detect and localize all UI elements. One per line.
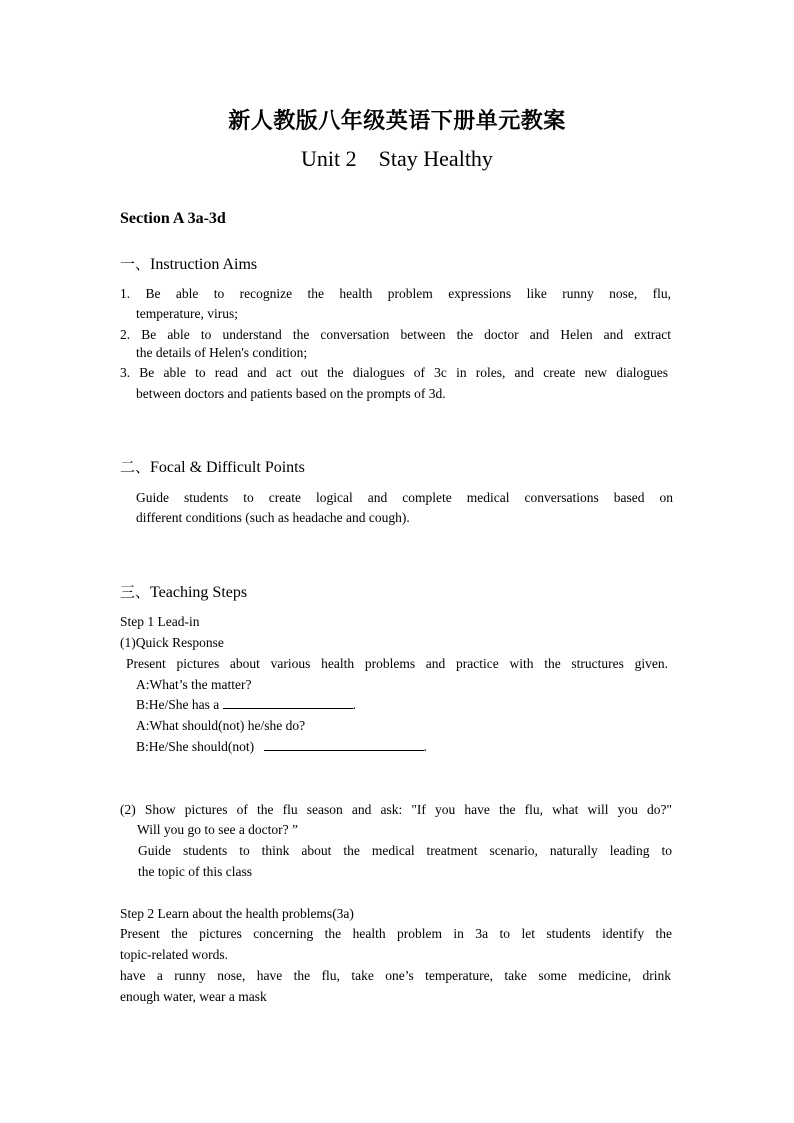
dialogue-b1-end: . <box>352 697 356 712</box>
unit-title <box>0 146 794 172</box>
quick-response: (1)Quick Response <box>120 635 224 650</box>
step-2-line4: enough water, wear a mask <box>120 989 267 1004</box>
dialogue-b1-text: B:He/She has a <box>136 697 220 712</box>
heading-number: 三、 <box>120 583 151 601</box>
step-1-title: Step 1 Lead-in <box>120 614 200 629</box>
aim-2-line1: 2. Be able to understand the conversation between the doctor and Helen and extract <box>120 327 671 342</box>
heading-teaching-steps <box>120 581 247 602</box>
heading-focal-points <box>120 456 305 477</box>
aim-1-line2: temperature, virus; <box>136 306 238 321</box>
dialogue-a2: A:What should(not) he/she do? <box>136 718 306 733</box>
heading-text: Teaching Steps <box>150 584 248 601</box>
focal-line2: different conditions (such as headache and cough). <box>136 510 410 525</box>
dialogue-b2-end: . <box>423 739 427 754</box>
step-2-line1: Present the pictures concerning the health problem in 3a to let students identify the <box>120 926 672 941</box>
show-pictures-line2: Will you go to see a doctor? ” <box>137 822 299 837</box>
heading-number: 二、 <box>120 458 151 476</box>
step-2-title: Step 2 Learn about the health problems(3a) <box>120 906 354 921</box>
heading-text: Focal & Difficult Points <box>150 459 305 476</box>
dialogue-b1 <box>136 695 356 715</box>
dialogue-a1: A:What’s the matter? <box>136 677 252 692</box>
aim-1-line1: 1. Be able to recognize the health problem expressions like runny nose, flu, <box>120 286 671 301</box>
aim-3-line1: 3. Be able to read and act out the dialogues of 3c in roles, and create new dialogues <box>120 365 668 380</box>
step-2-line2: topic-related words. <box>120 947 228 962</box>
aim-3-line2: between doctors and patients based on the prompts of 3d. <box>136 386 446 401</box>
section-label: Section A 3a-3d <box>120 210 226 227</box>
present-instructions: Present pictures about various health problems and practice with the structures given. <box>126 656 668 671</box>
dialogue-b2-text: B:He/She should(not) <box>136 739 255 754</box>
unit-name: Stay Healthy <box>378 146 493 171</box>
guide-line1: Guide students to think about the medical treatment scenario, naturally leading to <box>138 843 672 858</box>
fill-blank <box>264 738 424 751</box>
heading-text: Instruction Aims <box>150 256 258 273</box>
document-title: 新人教版八年级英语下册单元教案 <box>228 109 566 134</box>
heading-instruction-aims <box>120 253 257 274</box>
step-2-line3: have a runny nose, have the flu, take one’s temperature, take some medicine, drink <box>120 968 671 983</box>
heading-number: 一、 <box>120 255 151 273</box>
unit-number: Unit 2 <box>301 146 357 171</box>
aim-2-line2: the details of Helen's condition; <box>136 345 308 360</box>
dialogue-b2 <box>136 737 427 757</box>
fill-blank <box>223 696 353 709</box>
show-pictures-line1: (2) Show pictures of the flu season and ask: "If you have the flu, what will you do?" <box>120 802 672 817</box>
guide-line2: the topic of this class <box>138 864 252 879</box>
focal-line1: Guide students to create logical and complete medical conversations based on <box>136 490 673 505</box>
